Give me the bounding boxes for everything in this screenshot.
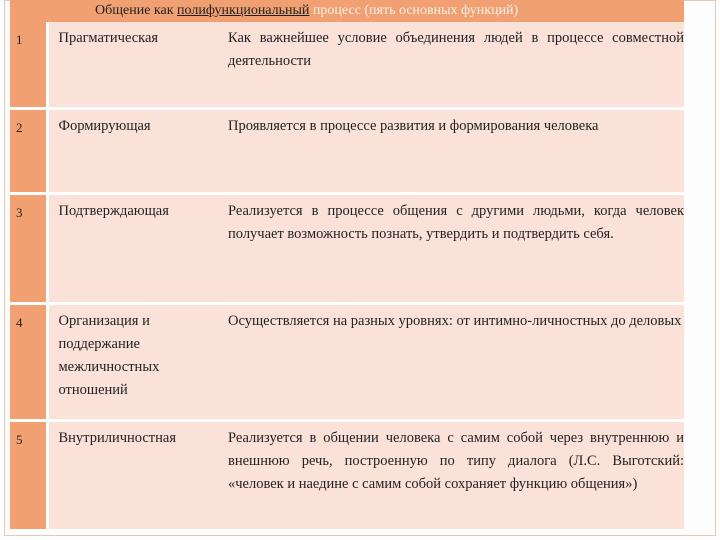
row-number: 1 <box>10 22 47 108</box>
function-name: Организация и поддержание межличностных отношений <box>47 303 228 420</box>
function-description: Осуществляется на разных уровнях: от интимно-личностных до деловых <box>228 303 684 420</box>
header-corner-cell <box>10 0 47 22</box>
title-part3: процесс (пять основных функций) <box>309 3 519 18</box>
function-description: Проявляется в процессе развития и формирования человека <box>228 108 684 193</box>
row-number: 2 <box>10 108 47 193</box>
table-title <box>47 0 684 22</box>
function-description: Как важнейшее условие объединения людей в процессе совместной деятельности <box>228 22 684 108</box>
function-description: Реализуется в процессе общения с другими людьми, когда человек получает возможность познать, утвердить и подтвердить себя. <box>228 193 684 303</box>
table-row <box>10 303 684 420</box>
function-name: Внутриличностная <box>47 420 228 530</box>
title-part2: полифункциональный <box>177 3 310 18</box>
function-name: Формирующая <box>47 108 228 193</box>
function-description: Реализуется в общении человека с самим собой через внутреннюю и внешнюю речь, построенную по типу диалога (Л.С. Выготский: «человек и наедине с самим собой сохраняет функцию общения») <box>228 420 684 530</box>
row-number: 4 <box>10 303 47 420</box>
row-number: 5 <box>10 420 47 530</box>
table-row <box>10 22 684 108</box>
row-number: 3 <box>10 193 47 303</box>
function-name: Подтверждающая <box>47 193 228 303</box>
table-row <box>10 193 684 303</box>
functions-table <box>10 0 684 532</box>
title-part1: Общение как <box>95 3 178 18</box>
table-header-row <box>10 0 684 22</box>
table-row <box>10 108 684 193</box>
table-row <box>10 420 684 530</box>
function-name: Прагматическая <box>47 22 228 108</box>
